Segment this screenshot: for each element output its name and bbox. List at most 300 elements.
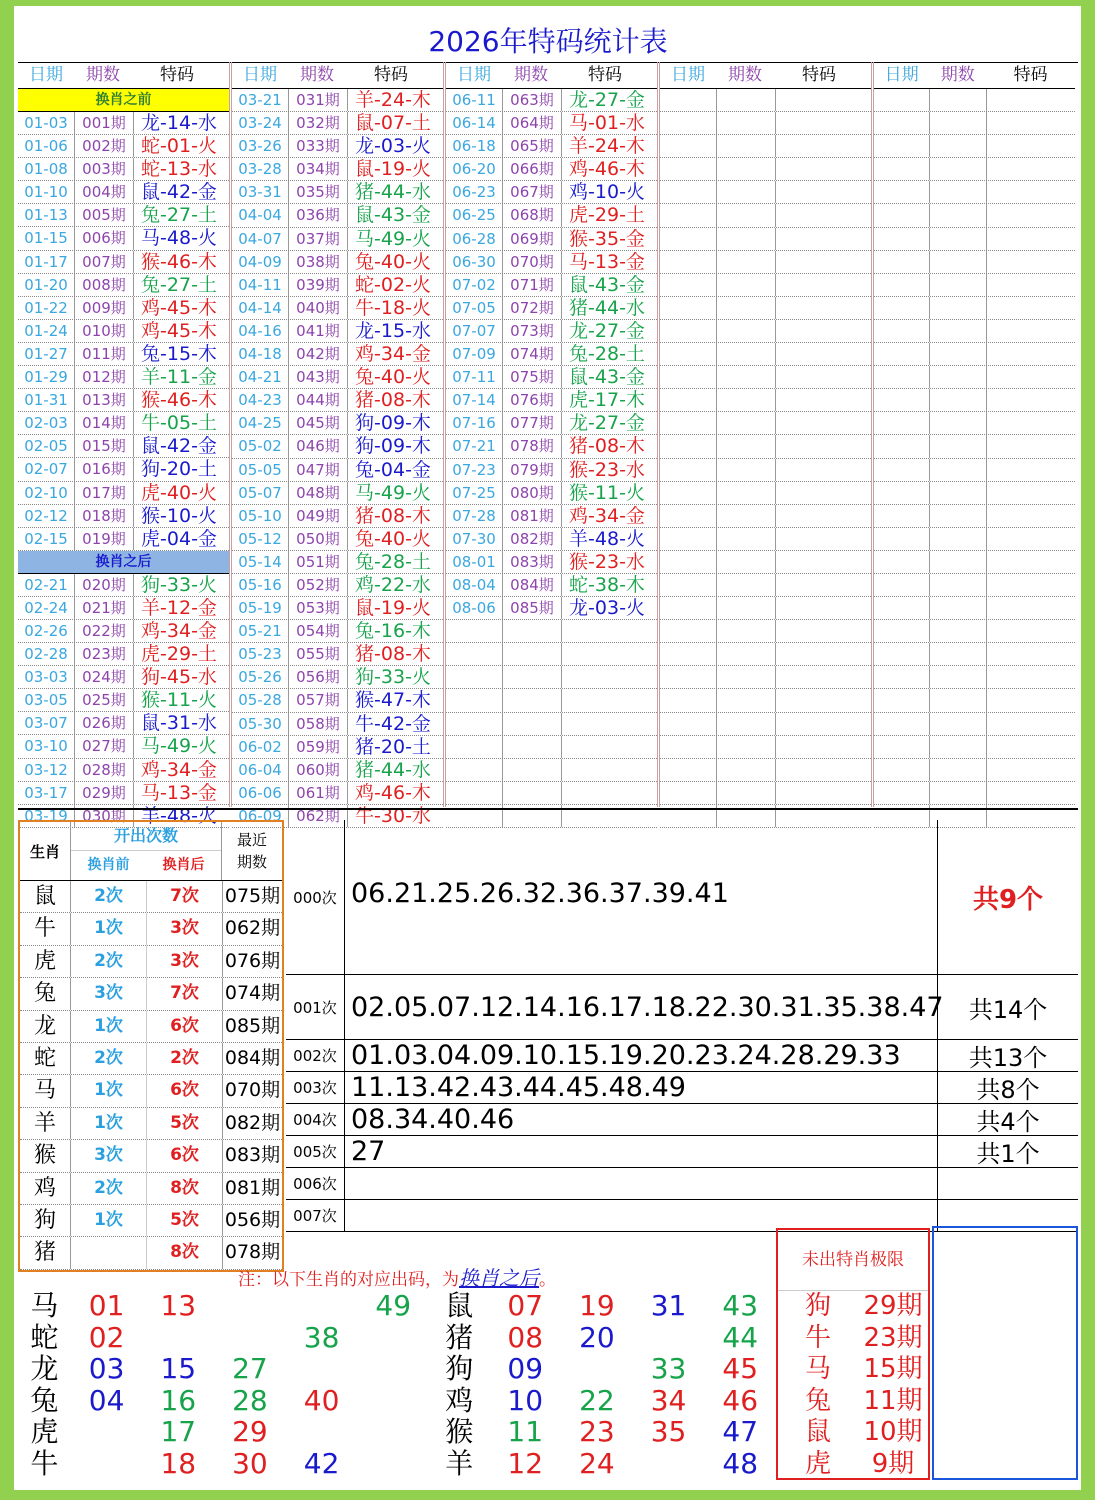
code-header: 特码 [588,65,622,85]
miss-row [286,1040,1078,1072]
mapping-number: 04 [88,1383,125,1417]
recent-period: 084期 [224,1046,281,1069]
recent-period: 078期 [224,1241,281,1264]
draw-code: 牛-30-水 [355,804,431,827]
table-row [232,274,443,297]
draw-code: 猴-11-火 [141,689,217,712]
draw-period [930,274,988,296]
draw-period: 059期 [289,736,348,758]
draw-code: 兔-40-火 [355,527,431,550]
draw-code: 狗-20-土 [141,458,217,481]
zodiac-name: 牛 [20,913,71,944]
recent-period: 083期 [224,1144,281,1167]
mapping-zodiac: 兔 [30,1383,59,1417]
mapping-zodiac: 鼠 [445,1289,474,1322]
draw-code: 龙-03-火 [569,597,645,620]
miss-row [286,1136,1078,1168]
table-row [446,620,657,643]
draw-date: 04-23 [232,389,289,411]
code-header: 特码 [374,65,408,85]
draw-date: 05-30 [232,713,289,735]
draw-period [717,297,776,319]
draw-code: 羊-48-火 [141,804,217,827]
mapping-number: 20 [579,1320,615,1354]
table-row [232,689,443,712]
draw-period [717,689,776,711]
draw-period [717,112,776,134]
table-row [18,597,229,620]
draw-period [503,689,562,711]
draw-period [503,666,562,688]
draw-period [930,181,988,203]
mapping-number [561,1353,633,1385]
draw-period [503,759,562,781]
zodiac-name: 兔 [20,978,71,1009]
draw-code [987,528,1075,550]
table-row [18,389,229,412]
date-header: 日期 [884,65,919,85]
table-row [874,412,1075,435]
table-row [232,482,443,505]
draw-date: 02-21 [18,574,75,596]
draw-period: 043期 [289,366,348,388]
mapping-number: 22 [579,1383,615,1417]
draw-date: 07-23 [446,459,503,481]
miss-numbers: 11.13.42.43.44.45.48.49 [345,1072,938,1103]
note-emph: 换肖之后 [459,1266,539,1290]
mapping-number [357,1322,429,1354]
draw-code: 鸡-22-水 [355,573,431,596]
table-row [446,505,657,528]
table-row [874,158,1075,181]
draw-date: 08-04 [446,574,503,596]
code-header: 特码 [802,65,836,85]
table-row [446,551,657,574]
draw-period: 085期 [503,597,562,619]
miss-numbers: 01.03.04.09.10.15.19.20.23.24.28.29.33 [345,1040,938,1071]
table-row [18,320,229,343]
mapping-number: 43 [722,1289,759,1322]
draw-code: 蛇-13-水 [141,158,217,181]
draw-date [874,112,930,134]
draw-period: 068期 [503,204,562,226]
draw-date: 02-03 [18,412,75,434]
draw-code [776,181,866,203]
draw-period: 081期 [503,505,562,527]
period-header: 期数 [728,65,762,85]
draw-date: 03-17 [18,782,75,804]
table-row [874,689,1075,712]
draw-date [874,297,930,319]
table-row [660,412,871,435]
draw-period: 020期 [75,574,134,596]
draw-code [987,389,1075,411]
draw-code [776,597,866,619]
draw-date [874,320,930,342]
table-row [874,574,1075,597]
draw-period: 035期 [289,181,348,203]
draw-date: 03-24 [232,112,289,134]
table-row [660,135,871,158]
draw-period: 004期 [75,181,134,203]
mapping-zodiac: 猪 [445,1320,474,1354]
draw-period: 001期 [75,112,134,134]
table-row [232,574,443,597]
draw-code: 猴-47-木 [355,689,431,712]
draw-code: 马-01-水 [569,112,645,135]
table-row [660,713,871,736]
draw-date: 05-26 [232,666,289,688]
miss-numbers: 27 [345,1136,938,1167]
draw-period [930,412,988,434]
limit-row [778,1354,928,1386]
mapping-number [357,1448,429,1480]
count-after: 6次 [147,1011,223,1042]
draw-period [717,551,776,573]
draw-code [776,89,866,111]
draw-code: 猴-46-木 [141,250,217,273]
count-before: 1次 [71,1205,147,1236]
limit-period: 9期 [871,1448,915,1479]
zodiac-row [20,1075,282,1107]
miss-numbers: 02.05.07.12.14.16.17.18.22.30.31.35.38.47 [345,975,938,1039]
draw-date [874,158,930,180]
table-row [446,759,657,782]
draw-period: 042期 [289,343,348,365]
mapping-zodiac: 牛 [30,1446,59,1480]
table-row [232,343,443,366]
draw-date [660,620,717,642]
draw-code: 猪-08-木 [355,504,431,527]
draw-code [776,505,866,527]
draw-period: 051期 [289,551,348,573]
table-row [446,204,657,227]
count-before: 2次 [71,1173,147,1204]
draw-date: 07-25 [446,482,503,504]
table-row [232,551,443,574]
limit-period: 29期 [863,1291,923,1321]
draw-date: 01-08 [18,158,75,180]
table-row [446,482,657,505]
zodiac-name: 虎 [20,946,71,977]
draw-code: 鸡-10-火 [569,181,645,204]
date-header: 日期 [671,65,705,85]
draw-date [874,782,930,804]
draw-code: 猴-23-水 [569,550,645,573]
count-after: 2次 [147,1043,223,1074]
draw-code: 猪-08-木 [355,389,431,412]
miss-total [938,1168,1078,1199]
table-row [18,135,229,158]
table-row [18,458,229,481]
draw-date [660,412,717,434]
table-row [232,412,443,435]
draw-code [562,713,652,735]
draw-period: 065期 [503,135,562,157]
draw-date: 04-25 [232,412,289,434]
table-row [18,689,229,712]
draw-period [930,574,988,596]
table-row [18,435,229,458]
draw-date [874,574,930,596]
draw-date [446,666,503,688]
table-row [660,274,871,297]
draw-date [446,689,503,711]
column-header [18,62,229,89]
draw-date: 03-19 [18,805,75,827]
draw-date [660,158,717,180]
table-row [18,782,229,805]
mapping-row [18,1290,776,1322]
miss-total: 共8个 [976,1076,1040,1104]
draw-period [717,343,776,365]
table-row [232,320,443,343]
draw-code [776,274,866,296]
draw-period [930,689,988,711]
draw-date: 01-06 [18,135,75,157]
recent-period: 062期 [224,917,281,940]
count-before: 3次 [71,978,147,1009]
draw-date [874,412,930,434]
draw-code [987,459,1075,481]
miss-count-table [286,820,1078,1232]
count-after: 5次 [147,1205,223,1236]
mapping-number: 31 [650,1289,687,1322]
table-row [18,227,229,250]
table-row [660,181,871,204]
mapping-number: 03 [88,1352,125,1386]
draw-date: 01-13 [18,204,75,226]
mapping-number: 13 [160,1289,197,1322]
draw-period: 008期 [75,274,134,296]
draw-period: 032期 [289,112,348,134]
mapping-number: 48 [722,1446,759,1480]
draw-date: 05-23 [232,643,289,665]
mapping-number: 38 [303,1320,340,1354]
table-row [232,366,443,389]
table-row [18,574,229,597]
mapping-number: 19 [579,1289,615,1322]
table-row [660,320,871,343]
draw-date: 03-07 [18,712,75,734]
mapping-number [214,1290,286,1322]
draw-code: 羊-48-火 [569,527,645,550]
draw-date: 05-10 [232,505,289,527]
draw-date [660,528,717,550]
zodiac-row [20,1011,282,1043]
zodiac-row [20,1205,282,1237]
draw-code: 鸡-46-木 [355,781,431,804]
draw-period: 063期 [503,89,562,111]
draw-date: 06-28 [446,228,503,250]
table-row [660,505,871,528]
draw-period [717,505,776,527]
limit-zodiac: 兔 [804,1385,831,1416]
table-row [874,459,1075,482]
draw-date: 07-09 [446,343,503,365]
table-row [18,158,229,181]
mapping-number: 29 [232,1415,268,1449]
draw-code [776,366,866,388]
draw-date [446,759,503,781]
zodiac-header: 生肖 [20,822,71,880]
table-row [660,736,871,759]
draw-date [874,759,930,781]
table-row [874,274,1075,297]
draw-period [503,782,562,804]
note-prefix: 注：以下生肖的对应出码，为 [238,1270,459,1290]
draw-code: 兔-28-土 [569,343,645,366]
draw-date [660,666,717,688]
table-row [446,459,657,482]
draw-date: 05-28 [232,689,289,711]
mapping-zodiac: 龙 [30,1352,59,1386]
draw-date: 04-14 [232,297,289,319]
draw-code [776,297,866,319]
draw-period: 066期 [503,158,562,180]
table-row [232,297,443,320]
recent-header-label: 最近 期数 [236,831,267,871]
draw-date: 05-16 [232,574,289,596]
mapping-number [357,1416,429,1448]
draw-period [930,551,988,573]
miss-key: 004次 [286,1104,345,1135]
draw-period: 076期 [503,389,562,411]
miss-key: 003次 [286,1072,345,1103]
draw-date: 01-29 [18,366,75,388]
count-before: 3次 [71,1140,147,1171]
count-after: 7次 [147,978,223,1009]
draw-code: 羊-11-金 [141,366,217,389]
mapping-row [18,1448,776,1480]
draw-period: 044期 [289,389,348,411]
table-row [874,435,1075,458]
table-row [660,574,871,597]
table-row [18,712,229,735]
recent-period: 081期 [224,1176,281,1199]
draw-period: 018期 [75,505,134,527]
draw-code: 兔-28-土 [355,550,431,573]
draw-code [776,666,866,688]
draw-date [874,274,930,296]
draw-period: 050期 [289,528,348,550]
zodiac-name: 猴 [20,1140,71,1171]
code-header: 特码 [160,65,194,85]
draw-code [987,181,1075,203]
table-row [660,112,871,135]
draw-period: 047期 [289,459,348,481]
draw-period: 010期 [75,320,134,342]
zodiac-row [20,978,282,1010]
draw-code [776,482,866,504]
draw-date [660,736,717,758]
table-row [660,204,871,227]
draw-code: 猪-08-木 [355,643,431,666]
table-row [232,459,443,482]
draw-date [660,274,717,296]
draw-date: 06-14 [446,112,503,134]
draw-period: 070期 [503,251,562,273]
draw-date: 03-21 [232,89,289,111]
table-row [446,574,657,597]
draw-period [930,204,988,226]
count-after: 6次 [147,1075,223,1106]
draw-date: 03-31 [232,181,289,203]
count-before: 1次 [71,1011,147,1042]
draw-date: 02-24 [18,597,75,619]
draw-period [717,459,776,481]
table-row [660,689,871,712]
table-row [874,251,1075,274]
draw-code [562,759,652,781]
table-row [874,112,1075,135]
limit-table [776,1228,930,1480]
draw-date: 05-02 [232,435,289,457]
mapping-row [18,1385,776,1417]
mapping-number [286,1353,358,1385]
draw-date: 07-28 [446,505,503,527]
mapping-number: 09 [507,1352,544,1386]
miss-total: 共9个 [972,884,1044,915]
draw-period: 016期 [75,458,134,480]
draw-date [874,89,930,111]
draw-period [503,643,562,665]
mapping-zodiac: 鸡 [445,1383,474,1417]
draw-date: 04-18 [232,343,289,365]
table-row [446,643,657,666]
draw-period: 071期 [503,274,562,296]
table-row [232,158,443,181]
draw-code [987,689,1075,711]
table-row [446,689,657,712]
draw-period [717,620,776,642]
draw-code: 鼠-43-金 [355,204,431,227]
draw-date: 06-06 [232,782,289,804]
mapping-zodiac: 猴 [445,1415,474,1449]
draw-date [874,251,930,273]
draw-date [874,666,930,688]
table-row [446,528,657,551]
table-row [18,274,229,297]
table-row [660,643,871,666]
draw-code: 鸡-46-木 [569,158,645,181]
draw-code [987,713,1075,735]
mapping-number: 47 [722,1415,759,1449]
draw-code: 虎-40-火 [141,481,217,504]
draw-period [717,528,776,550]
draw-code [776,551,866,573]
draw-date: 05-14 [232,551,289,573]
mapping-row [18,1353,776,1385]
draw-period [930,343,988,365]
draw-date: 02-12 [18,505,75,527]
table-row [874,89,1075,112]
draw-period: 009期 [75,297,134,319]
table-row [660,482,871,505]
draw-period [930,736,988,758]
table-row [232,389,443,412]
miss-row [286,1168,1078,1200]
draw-date [660,297,717,319]
draw-date: 03-05 [18,689,75,711]
table-row [446,412,657,435]
draw-code [776,713,866,735]
draw-period [717,89,776,111]
draw-code [562,643,652,665]
miss-total: 共4个 [976,1108,1040,1136]
section-divider [18,808,1078,810]
draw-period [717,158,776,180]
